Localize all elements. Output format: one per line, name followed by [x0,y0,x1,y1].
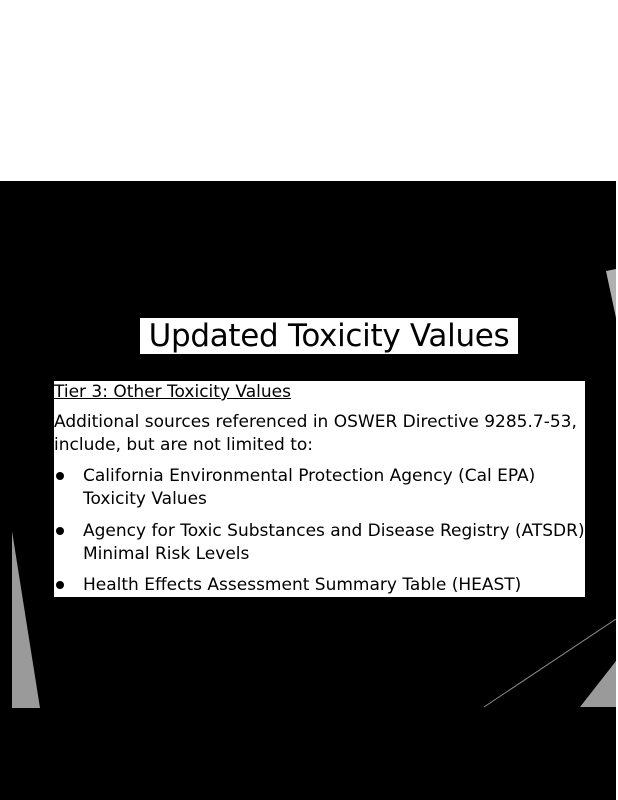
slide-title: Updated Toxicity Values [140,318,518,354]
bullet-text-line-2: Toxicity Values [83,489,207,509]
bullet-text-line-1: Agency for Toxic Substances and Disease Registry (ATSDR) [83,521,585,541]
left-grey-sliver [12,531,40,708]
bullet-text-line-1: California Environmental Protection Agency (Cal EPA) [83,466,536,486]
tier-subheading: Tier 3: Other Toxicity Values [54,382,291,402]
intro-line-2: include, but are not limited to: [54,435,314,455]
bullet-dot [56,581,64,589]
bullet-dot [56,527,64,535]
bullet-text-line-1: Health Effects Assessment Summary Table (HEAST) [83,575,522,595]
slide-content-box [54,381,585,597]
bottom-right-grey-wedge [580,661,616,707]
intro-line-1: Additional sources referenced in OSWER Directive 9285.7-53, [54,412,577,432]
page-top-margin [0,0,618,181]
slide [0,181,616,800]
bullet-text-line-2: Minimal Risk Levels [83,544,250,564]
right-top-grey-sliver [606,269,616,318]
bullet-dot [56,472,64,480]
